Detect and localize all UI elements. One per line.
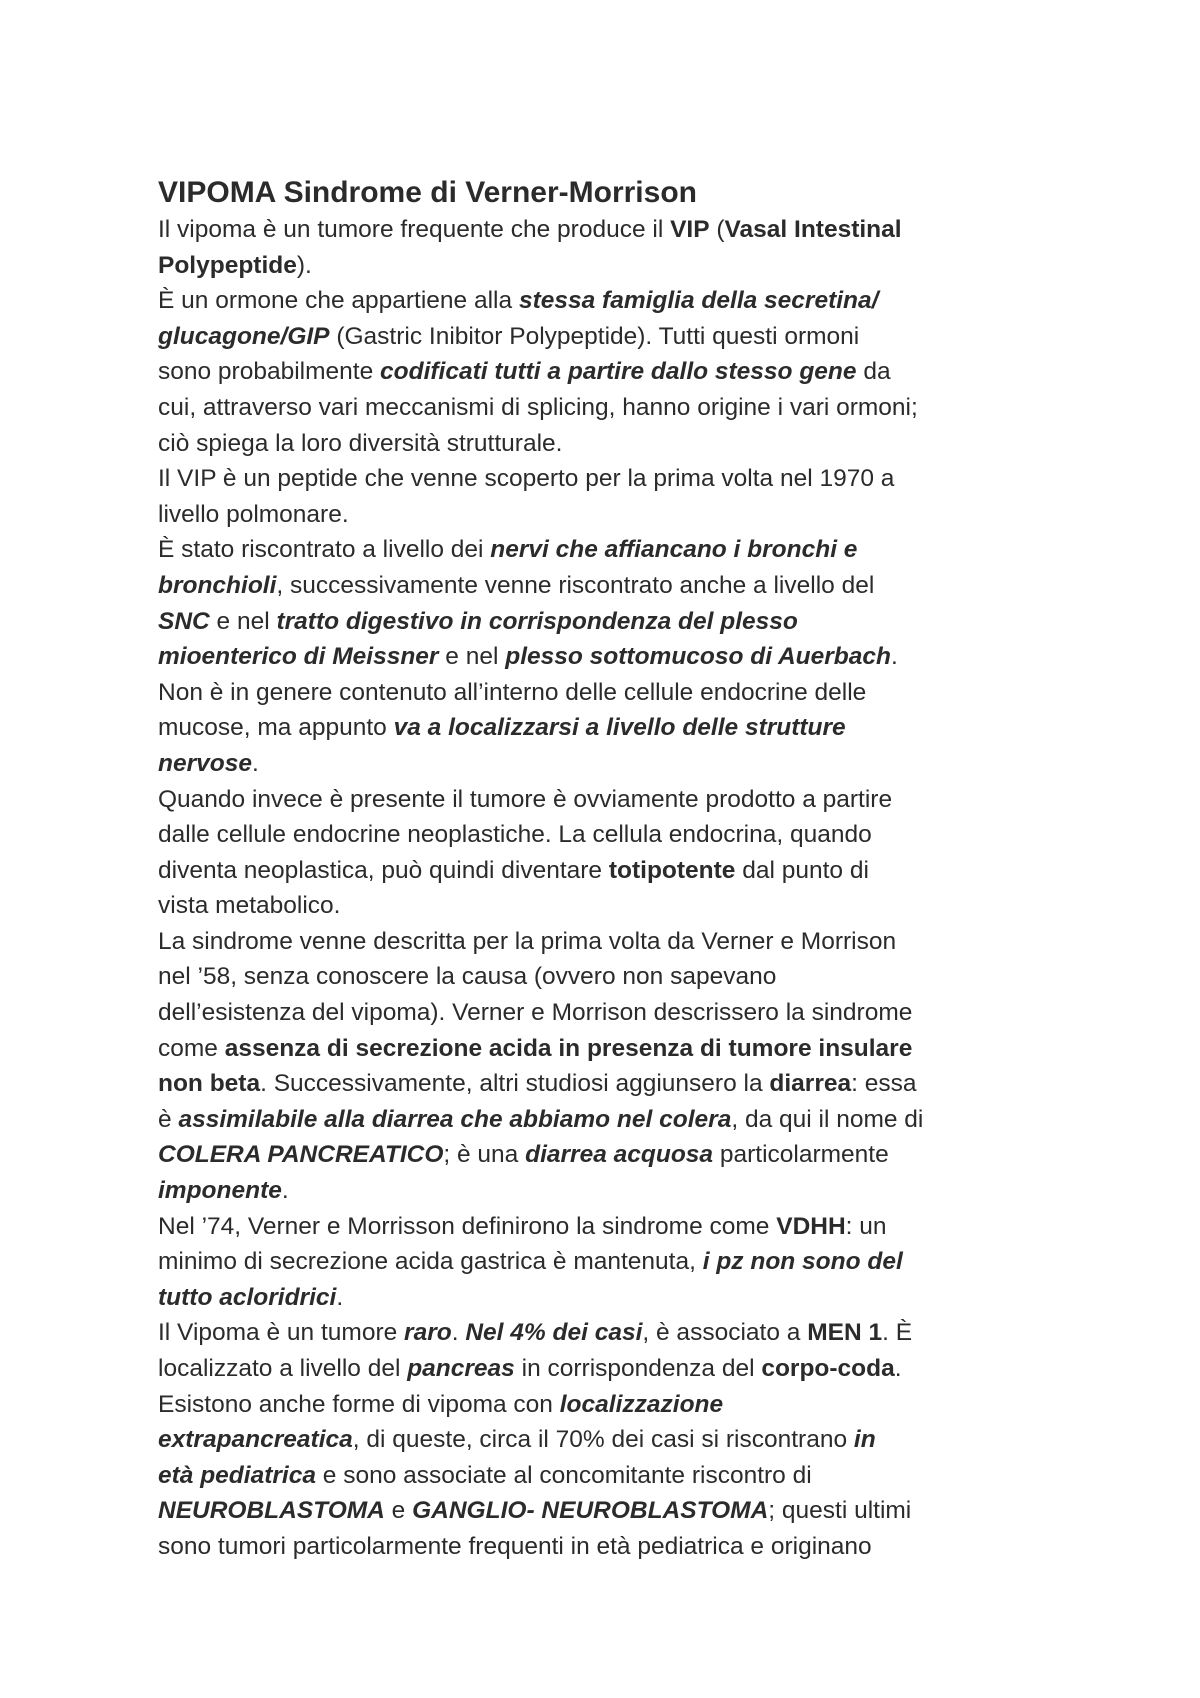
document-title: VIPOMA Sindrome di Verner-Morrison [158,176,697,209]
bold-text: non beta [158,1070,261,1098]
text-line [158,532,1058,568]
bold-italic-text: imponente [158,1177,282,1205]
bold-text: corpo-coda [761,1355,895,1382]
plain-text: Esistono anche forme di vipoma con [158,1390,560,1418]
bold-italic-text: mioenterico di Meissner [158,643,439,671]
text-line [158,248,1058,284]
plain-text: dalle cellule endocrine neoplastiche. La cellula endocrina, quando [158,821,872,849]
bold-italic-text: localizzazione [559,1390,724,1418]
text-line [158,782,1058,818]
plain-text: Il VIP è un peptide che venne scoperto per la prima volta nel 1970 a [158,465,895,493]
document-page [158,170,1058,1565]
text-line [158,1422,1058,1458]
bold-italic-text: età pediatrica [158,1461,316,1489]
bold-italic-text: i pz non sono del [702,1248,903,1276]
text-line [158,604,1058,640]
bold-italic-text: raro [404,1319,452,1347]
plain-text: . [251,749,259,777]
plain-text: La sindrome venne descritta per la prima volta da Verner e Morrison [158,927,897,955]
text-line [158,1173,1058,1209]
text-line [158,1529,1058,1565]
plain-text: da [856,358,891,386]
plain-text: , è associato a [642,1319,808,1347]
document-body [158,212,1058,1565]
bold-italic-text: COLERA PANCREATICO [158,1141,444,1169]
plain-text: sono tumori particolarmente frequenti in età pediatrica e originano [158,1532,872,1560]
plain-text: dal punto di [735,856,869,884]
text-line [158,710,1058,746]
text-line [158,1280,1058,1316]
bold-italic-text: tutto acloridrici [158,1283,337,1311]
bold-italic-text: tratto digestivo in corrispondenza del plesso [276,607,798,635]
text-line [158,924,1058,960]
text-line [158,568,1058,604]
plain-text: . Successivamente, altri studiosi aggiunsero la [260,1070,770,1098]
plain-text: ). [296,251,312,279]
plain-text: Il vipoma è un tumore frequente che produce il [158,216,671,243]
text-line [158,746,1058,782]
text-line [158,1351,1058,1387]
text-line [158,639,1058,675]
text-line [158,1066,1058,1102]
text-line [158,675,1058,711]
text-line [158,1031,1058,1067]
bold-italic-text: pancreas [407,1355,515,1382]
plain-text: . [281,1177,289,1205]
text-line [158,426,1058,462]
bold-italic-text: NEUROBLASTOMA [158,1497,385,1525]
bold-italic-text: GANGLIO- NEUROBLASTOMA [412,1497,769,1525]
plain-text: e sono associate al concomitante riscontro di [315,1461,812,1489]
text-line [158,817,1058,853]
plain-text: , successivamente venne riscontrato anche a livello del [276,571,875,599]
bold-italic-text: in [853,1426,876,1454]
bold-text: assenza di secrezione acida in presenza di tumore insulare [224,1034,913,1062]
text-line [158,1387,1058,1423]
text-line [158,1209,1058,1245]
text-line [158,1458,1058,1494]
plain-text: diventa neoplastica, può quindi diventare [158,856,609,884]
plain-text: localizzato a livello del [158,1355,408,1382]
plain-text: . [890,643,898,671]
text-line [158,1137,1058,1173]
plain-text: ciò spiega la loro diversità strutturale. [158,429,563,457]
text-line [158,1493,1058,1529]
bold-italic-text: va a localizzarsi a livello delle strutture [393,714,846,742]
text-line [158,888,1058,924]
plain-text: , da qui il nome di [731,1105,924,1133]
bold-text: MEN 1 [807,1319,883,1347]
text-line [158,1102,1058,1138]
text-line [158,497,1058,533]
text-line [158,853,1058,889]
plain-text: Nel ’74, Verner e Morrisson definirono la sindrome come [158,1212,777,1240]
plain-text: Non è in genere contenuto all’interno delle cellule endocrine delle [158,678,867,706]
text-line [158,390,1058,426]
text-line [158,1244,1058,1280]
plain-text: È un ormone che appartiene alla [158,287,519,315]
plain-text: . È [882,1319,913,1347]
plain-text: nel ’58, senza conoscere la causa (ovvero non sapevano [158,963,777,991]
bold-italic-text: diarrea acquosa [525,1141,714,1169]
plain-text: mucose, ma appunto [158,714,394,742]
plain-text: e nel [209,607,277,635]
text-line [158,959,1058,995]
plain-text: e nel [438,643,506,671]
text-line [158,354,1058,390]
plain-text: , di queste, circa il 70% dei casi si riscontrano [352,1426,854,1454]
plain-text: dell’esistenza del vipoma). Verner e Morrison descrissero la sindrome [158,999,913,1027]
plain-text: : essa [851,1070,917,1098]
plain-text: È stato riscontrato a livello dei [158,536,491,564]
plain-text: e [384,1497,413,1525]
text-line [158,995,1058,1031]
plain-text: vista metabolico. [158,892,341,920]
bold-italic-text: bronchioli [158,571,277,599]
plain-text: cui, attraverso vari meccanismi di splicing, hanno origine i vari ormoni; [158,393,918,421]
bold-italic-text: nervi che affiancano i bronchi e [490,536,858,564]
plain-text: come [158,1034,225,1062]
bold-italic-text: Nel 4% dei casi [465,1319,643,1347]
bold-text: Vasal Intestinal [724,216,902,243]
plain-text: sono probabilmente [158,358,381,386]
bold-italic-text: glucagone/GIP [158,322,330,350]
bold-italic-text: codificati tutti a partire dallo stesso gene [380,358,857,386]
plain-text: particolarmente [713,1141,889,1169]
plain-text: ( [709,216,725,243]
plain-text: è [158,1105,179,1133]
bold-italic-text: extrapancreatica [158,1426,353,1454]
plain-text: ; è una [443,1141,526,1169]
plain-text: in corrispondenza del [514,1355,762,1382]
bold-text: totipotente [608,856,736,884]
plain-text: ; questi ultimi [768,1497,912,1525]
text-line [158,319,1058,355]
plain-text: : un [845,1212,887,1240]
text-line [158,283,1058,319]
text-line [158,1315,1058,1351]
plain-text: Quando invece è presente il tumore è ovviamente prodotto a partire [158,785,893,813]
bold-italic-text: plesso sottomucoso di Auerbach [505,643,891,671]
bold-italic-text: assimilabile alla diarrea che abbiamo nel colera [178,1105,732,1133]
text-line [158,461,1058,497]
plain-text: (Gastric Inibitor Polypeptide). Tutti questi ormoni [329,322,860,350]
bold-text: VIP [670,216,710,243]
bold-italic-text: SNC [158,607,210,635]
bold-italic-text: stessa famiglia della secretina/ [518,287,879,315]
plain-text: minimo di secrezione acida gastrica è mantenuta, [158,1248,703,1276]
bold-text: diarrea [769,1070,852,1098]
plain-text: . [894,1355,902,1382]
plain-text: . [451,1319,466,1347]
plain-text: . [336,1283,344,1311]
bold-text: VDHH [776,1212,846,1240]
plain-text: Il Vipoma è un tumore [158,1319,405,1347]
bold-italic-text: nervose [158,749,252,777]
text-line [158,212,1058,248]
bold-text: Polypeptide [158,251,297,279]
plain-text: livello polmonare. [158,500,349,528]
